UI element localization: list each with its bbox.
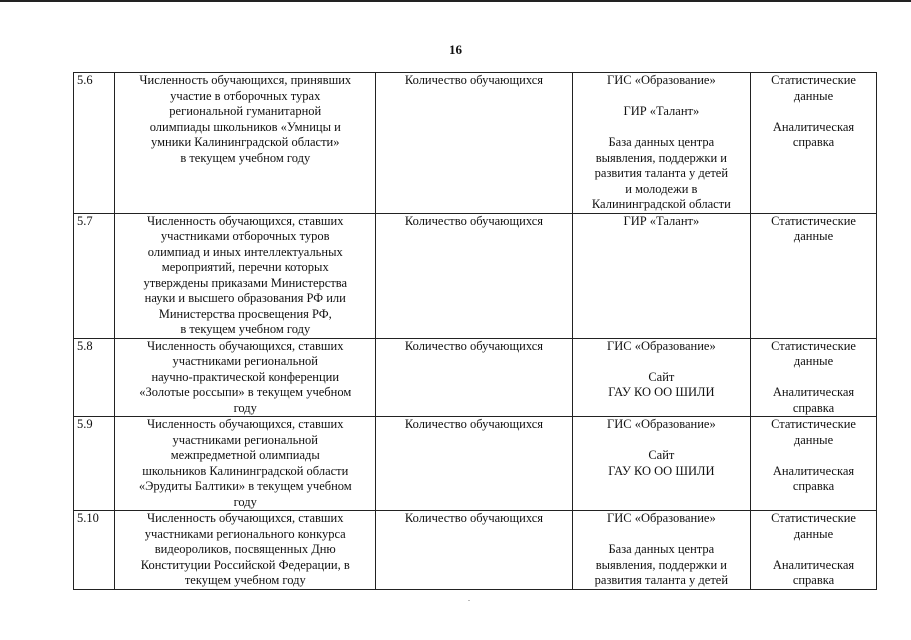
group-spacer: [576, 527, 747, 543]
indicator-name-line: участниками отборочных туров: [160, 229, 330, 243]
indicator-name-line: Численность обучающихся, ставших: [147, 417, 344, 431]
unit-cell: Количество обучающихся: [376, 73, 572, 214]
data-source-line: ГИС «Образование»: [606, 511, 716, 525]
unit-cell: Количество обучающихся: [376, 417, 572, 511]
group-spacer: [576, 89, 747, 105]
indicator-name-line: науки и высшего образования РФ или: [144, 291, 346, 305]
indicator-name-line: олимпиады школьников «Умницы и: [149, 119, 341, 134]
report-form-line: данные: [793, 229, 834, 243]
report-form-line: Аналитическая: [772, 385, 855, 399]
data-source-line: ГИС «Образование»: [606, 73, 716, 87]
report-form-line: данные: [793, 526, 834, 541]
report-form-line: справка: [792, 400, 835, 415]
group-spacer: [754, 542, 873, 558]
row-number-cell: 5.8: [74, 338, 115, 417]
data-source-line: и молодежи в: [625, 181, 698, 196]
indicator-name-line: году: [233, 400, 257, 415]
report-form-line: Статистические: [771, 73, 856, 87]
indicator-name-line: участниками региональной: [172, 354, 318, 368]
report-form-line: Статистические: [771, 338, 856, 353]
report-form-cell: [751, 511, 877, 590]
report-form-cell: [751, 417, 877, 511]
indicator-name-line: умники Калининградской области»: [151, 135, 340, 149]
indicator-name-line: «Эрудиты Балтики» в текущем учебном: [138, 479, 352, 493]
indicator-name-line: научно-практической конференции: [151, 369, 340, 384]
indicator-name-line: мероприятий, перечни которых: [161, 260, 329, 274]
indicator-name-line: текущем учебном году: [184, 573, 306, 587]
indicator-name-line: Численность обучающихся, ставших: [147, 511, 344, 525]
report-form-line: Аналитическая: [772, 463, 855, 478]
data-source-line: База данных центра: [608, 542, 715, 556]
row-number-cell: 5.6: [74, 73, 115, 214]
indicator-name-cell: [115, 213, 376, 338]
indicator-name-line: видеороликов, посвященных Дню: [154, 542, 336, 556]
indicator-name-line: участие в отборочных турах: [170, 88, 321, 103]
indicator-name-cell: [115, 511, 376, 590]
report-form-line: справка: [792, 573, 835, 587]
indicator-name-line: Министерства просвещения РФ,: [158, 306, 332, 321]
unit-cell: Количество обучающихся: [376, 338, 572, 417]
report-form-cell: [751, 213, 877, 338]
table-body: [74, 73, 877, 590]
page-top-border: [0, 0, 911, 2]
table-row: [74, 73, 877, 214]
report-form-line: Статистические: [771, 213, 856, 228]
row-number-cell: 5.10: [74, 511, 115, 590]
indicator-name-line: году: [233, 494, 257, 509]
report-form-line: справка: [792, 479, 835, 493]
data-source-line: Сайт: [648, 448, 675, 462]
report-form-line: данные: [793, 354, 834, 368]
group-spacer: [576, 354, 747, 370]
indicator-name-line: межпредметной олимпиады: [170, 448, 320, 462]
report-form-line: Статистические: [771, 511, 856, 525]
indicator-name-line: олимпиад и иных интеллектуальных: [147, 244, 343, 259]
data-source-line: Калининградской области: [591, 197, 731, 211]
report-form-line: данные: [793, 432, 834, 447]
report-form-line: данные: [793, 88, 834, 103]
data-source-cell: [572, 417, 750, 511]
report-form-line: справка: [792, 135, 835, 149]
indicator-name-line: участниками регионального конкурса: [144, 526, 346, 541]
indicator-name-cell: [115, 417, 376, 511]
report-form-line: Статистические: [771, 417, 856, 431]
table-row: [74, 213, 877, 338]
unit-cell: Количество обучающихся: [376, 511, 572, 590]
indicator-name-line: участниками региональной: [172, 432, 318, 447]
data-source-line: База данных центра: [608, 135, 715, 149]
indicator-name-line: школьников Калининградской области: [142, 463, 349, 478]
data-source-line: ГИР «Талант»: [623, 213, 700, 228]
indicator-name-line: Численность обучающихся, ставших: [147, 338, 344, 353]
data-source-line: ГИС «Образование»: [606, 417, 716, 431]
group-spacer: [754, 448, 873, 464]
indicator-name-line: в текущем учебном году: [180, 322, 311, 336]
unit-cell: Количество обучающихся: [376, 213, 572, 338]
table-row: [74, 338, 877, 417]
data-source-line: развития таланта у детей: [594, 166, 729, 180]
indicator-name-cell: [115, 73, 376, 214]
scan-dot: [468, 600, 470, 601]
data-source-line: развития таланта у детей: [594, 573, 729, 587]
report-form-line: Аналитическая: [772, 557, 855, 572]
indicator-name-line: Численность обучающихся, ставших: [147, 213, 344, 228]
data-source-line: ГИР «Талант»: [623, 104, 700, 118]
report-form-cell: [751, 73, 877, 214]
table-row: [74, 417, 877, 511]
group-spacer: [576, 433, 747, 449]
data-source-line: выявления, поддержки и: [595, 557, 727, 572]
data-source-cell: [572, 213, 750, 338]
report-form-line: Аналитическая: [772, 119, 855, 134]
data-source-line: ГАУ КО ОО ШИЛИ: [608, 385, 715, 399]
data-source-line: выявления, поддержки и: [595, 150, 727, 165]
row-number-cell: 5.7: [74, 213, 115, 338]
indicator-name-line: Численность обучающихся, принявших: [139, 73, 352, 87]
indicator-name-line: «Золотые россыпи» в текущем учебном: [139, 385, 352, 399]
data-source-line: ГИС «Образование»: [606, 338, 716, 353]
data-source-line: Сайт: [648, 369, 675, 384]
group-spacer: [576, 120, 747, 136]
indicators-table: [73, 72, 877, 590]
row-number-cell: 5.9: [74, 417, 115, 511]
group-spacer: [754, 370, 873, 386]
indicator-name-line: региональной гуманитарной: [169, 104, 322, 118]
group-spacer: [754, 104, 873, 120]
data-source-cell: [572, 338, 750, 417]
indicator-name-cell: [115, 338, 376, 417]
data-source-cell: [572, 73, 750, 214]
data-source-line: ГАУ КО ОО ШИЛИ: [608, 463, 715, 478]
table-row: [74, 511, 877, 590]
data-source-cell: [572, 511, 750, 590]
indicator-name-line: в текущем учебном году: [180, 150, 311, 165]
indicator-name-line: Конституции Российской Федерации, в: [140, 557, 350, 572]
indicator-name-line: утверждены приказами Министерства: [143, 275, 348, 290]
page-number: 16: [449, 42, 462, 57]
report-form-cell: [751, 338, 877, 417]
